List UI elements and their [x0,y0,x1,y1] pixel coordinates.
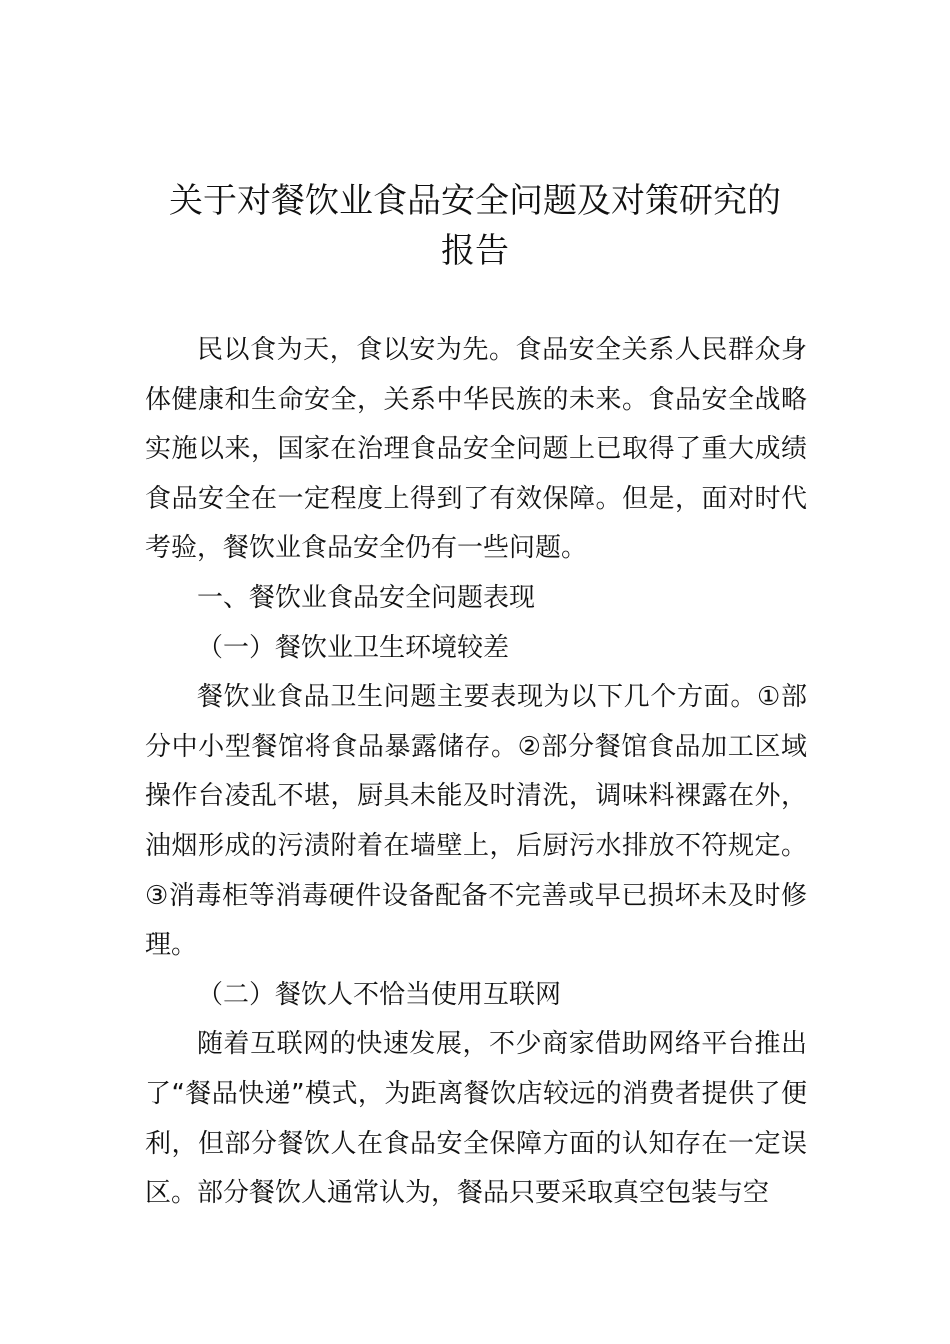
subsection-heading-1: （一）餐饮业卫生环境较差 [197,632,510,663]
title-line-1: 关于对餐饮业食品安全问题及对策研究的 [169,181,781,221]
document-title [100,176,850,276]
internet-paragraph: 随着互联网的快速发展，不少商家借助网络平台推出了“餐品快递”模式，为距离餐饮店较远的消费者提供了便利，但部分餐饮人在食品安全保障方面的认知存在一定误区。部分餐饮人通常认为，餐品只要采取真空包装与空 [145,1029,807,1209]
document-body [145,326,807,1219]
intro-paragraph: 民以食为天，食以安为先。食品安全关系人民群众身体健康和生命安全，关系中华民族的未来。食品安全战略实施以来，国家在治理食品安全问题上已取得了重大成绩食品安全在一定程度上得到了有效保障。但是，面对时代考验，餐饮业食品安全仍有一些问题。 [145,335,807,564]
hygiene-paragraph: 餐饮业食品卫生问题主要表现为以下几个方面。①部分中小型餐馆将食品暴露储存。②部分餐馆食品加工区域操作台凌乱不堪，厨具未能及时清洗，调味料裸露在外，油烟形成的污渍附着在墙壁上，后厨污水排放不符规定。③消毒柜等消毒硬件设备配备不完善或早已损坏未及时修理。 [145,682,807,961]
title-line-2: 报告 [441,231,509,271]
section-heading-1: 一、餐饮业食品安全问题表现 [197,582,536,613]
subsection-heading-2: （二）餐饮人不恰当使用互联网 [197,979,562,1010]
